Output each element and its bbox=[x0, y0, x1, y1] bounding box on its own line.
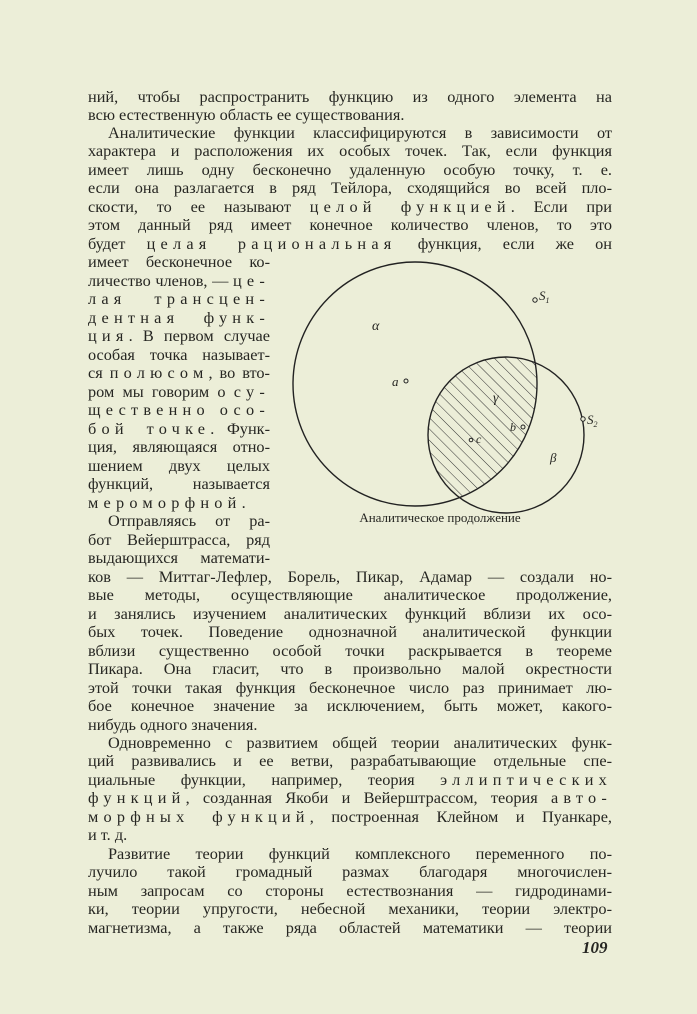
text-line bbox=[88, 88, 612, 106]
text-line bbox=[88, 642, 612, 660]
text-segment: вблизи существенно особой точки раскрывается в теореме bbox=[88, 641, 612, 660]
spaced-emphasis-text: целой функцией bbox=[309, 197, 511, 216]
label-a: a bbox=[392, 374, 399, 389]
text-segment: функция, если же он bbox=[396, 234, 612, 253]
text-segment: ром мы говорим о bbox=[88, 382, 234, 401]
text-line bbox=[88, 586, 612, 604]
spaced-emphasis-text: эллиптических bbox=[440, 770, 612, 789]
text-segment: ки, теории упругости, небесной механики, теории электро- bbox=[88, 899, 612, 918]
spaced-emphasis-text: бой точке bbox=[88, 419, 211, 438]
text-segment: и занялись изучением аналитических функций вблизи их осо- bbox=[88, 604, 612, 623]
text-segment: этой точки такая функция бесконечное число раз принимает лю- bbox=[88, 678, 612, 697]
text-segment: . Если при bbox=[510, 197, 612, 216]
text-line bbox=[88, 789, 612, 807]
text-line bbox=[88, 253, 270, 271]
text-segment: ний, чтобы распространить функцию из одного элемента на bbox=[88, 87, 612, 106]
text-line bbox=[88, 845, 612, 863]
text-line bbox=[88, 863, 612, 881]
text-line bbox=[88, 216, 612, 234]
text-line bbox=[88, 364, 270, 382]
text-segment: шением двух целых bbox=[88, 456, 270, 475]
text-line bbox=[88, 401, 270, 419]
text-line bbox=[88, 383, 270, 401]
text-segment: ций развивались и ее ветви, разрабатывающие отдельные спе- bbox=[88, 751, 612, 770]
text-segment: ным запросам со стороны естествознания — гидродинами- bbox=[88, 881, 612, 900]
text-segment: бых точек. Поведение однозначной аналитической функции bbox=[88, 622, 612, 641]
point-s2 bbox=[581, 417, 585, 421]
text-segment: ся bbox=[88, 363, 110, 382]
text-segment: Аналитические функции классифицируются в зависимости от bbox=[108, 123, 612, 142]
spaced-emphasis-text: це- bbox=[232, 271, 270, 290]
spaced-emphasis-text: су- bbox=[233, 382, 270, 401]
text-segment: выдающихся математи- bbox=[88, 548, 270, 567]
text-line bbox=[88, 124, 612, 142]
text-line bbox=[88, 346, 270, 364]
label-b: b bbox=[510, 420, 516, 434]
text-line bbox=[88, 623, 612, 641]
spaced-emphasis-text: лая трансцен- bbox=[88, 289, 270, 308]
text-line bbox=[88, 531, 270, 549]
text-segment: Пикара. Она гласит, что в произвольно малой окрестности bbox=[88, 659, 612, 678]
spaced-emphasis-text: щественно осо- bbox=[88, 400, 270, 419]
text-line bbox=[88, 198, 612, 216]
spaced-emphasis-text: авто- bbox=[550, 788, 612, 807]
analytic-continuation-diagram bbox=[280, 250, 600, 515]
text-segment: Развитие теории функций комплексного переменного по- bbox=[108, 844, 612, 863]
spaced-emphasis-text: ция bbox=[88, 326, 129, 345]
label-alpha: α bbox=[372, 319, 380, 334]
text-segment: личество членов, — bbox=[88, 271, 233, 290]
spaced-emphasis-text: функций bbox=[88, 788, 186, 807]
text-line bbox=[88, 549, 270, 567]
label-s1: $S_1$ bbox=[539, 288, 550, 305]
text-line bbox=[88, 106, 612, 124]
text-line bbox=[88, 179, 612, 197]
text-segment: ков — Миттаг-Лефлер, Борель, Пикар, Адамар — создали но- bbox=[88, 567, 612, 586]
text-line bbox=[88, 771, 612, 789]
text-segment: если она разлагается в ряд Тейлора, сходящийся во всей пло- bbox=[88, 178, 612, 197]
text-segment: характера и расположения их особых точек. Так, если функция bbox=[88, 141, 612, 160]
spaced-emphasis-text: дентная функ- bbox=[88, 308, 270, 327]
text-line bbox=[88, 290, 270, 308]
text-line bbox=[88, 697, 612, 715]
label-s2: $S_2$ bbox=[587, 412, 598, 429]
text-segment: Отправляясь от ра- bbox=[108, 511, 270, 530]
text-line bbox=[88, 752, 612, 770]
spaced-emphasis-text: морфных функций bbox=[88, 807, 310, 826]
text-segment: функций, называется bbox=[88, 474, 270, 493]
point-s1 bbox=[533, 298, 537, 302]
text-segment: ция, являющаяся отно- bbox=[88, 437, 270, 456]
text-line bbox=[88, 605, 612, 623]
text-line bbox=[88, 660, 612, 678]
text-segment: , построенная Клейном и Пуанкаре, bbox=[309, 807, 612, 826]
text-segment: бот Вейерштрасса, ряд bbox=[88, 530, 270, 549]
label-gamma: γ bbox=[493, 391, 499, 406]
intersection-hatch bbox=[428, 357, 584, 513]
text-segment: и т. д. bbox=[88, 825, 128, 844]
text-segment: скости, то ее называют bbox=[88, 197, 310, 216]
text-segment: , во вто- bbox=[208, 363, 270, 382]
text-segment: вые методы, осуществляющие аналитическое продолжение, bbox=[88, 585, 612, 604]
page-number: 109 bbox=[582, 938, 608, 957]
text-segment: будет bbox=[88, 234, 147, 253]
text-segment: нибудь одного значения. bbox=[88, 715, 258, 734]
text-line bbox=[88, 457, 270, 475]
text-line bbox=[88, 309, 270, 327]
text-segment: , созданная Якоби и Вейерштрассом, теория bbox=[185, 788, 551, 807]
text-line bbox=[88, 568, 612, 586]
text-segment: магнетизма, а также ряда областей математики — теории bbox=[88, 918, 612, 937]
spaced-emphasis-text: полюсом bbox=[109, 363, 209, 382]
text-segment: имеет лишь одну бесконечно удаленную особую точку, т. е. bbox=[88, 160, 612, 179]
figure-caption: Аналитическое продолжение bbox=[359, 510, 521, 525]
text-line bbox=[88, 882, 612, 900]
label-c: c bbox=[476, 432, 482, 446]
text-line bbox=[88, 808, 612, 826]
text-line bbox=[88, 420, 270, 438]
point-a bbox=[404, 379, 408, 383]
text-segment: бое конечное значение за исключением, быть может, какого- bbox=[88, 696, 612, 715]
text-segment: . Функ- bbox=[210, 419, 270, 438]
spaced-emphasis-text: мероморфной bbox=[88, 493, 242, 512]
text-line bbox=[88, 826, 612, 844]
spaced-emphasis-text: целая рациональная bbox=[146, 234, 397, 253]
text-segment: этом данный ряд имеет конечное количество членов, то это bbox=[88, 215, 612, 234]
text-line bbox=[88, 327, 270, 345]
text-line bbox=[88, 919, 612, 937]
text-segment: имеет бесконечное ко- bbox=[88, 252, 270, 271]
text-segment: циальные функции, например, теория bbox=[88, 770, 441, 789]
text-line bbox=[88, 161, 612, 179]
text-segment: особая точка называет- bbox=[88, 345, 270, 364]
text-line bbox=[88, 716, 612, 734]
text-segment: Одновременно с развитием общей теории аналитических функ- bbox=[108, 733, 612, 752]
text-line bbox=[88, 512, 270, 530]
text-segment: . bbox=[241, 493, 246, 512]
text-segment: лучило такой громадный размах благодаря многочислен- bbox=[88, 862, 612, 881]
text-line bbox=[88, 900, 612, 918]
text-line bbox=[88, 494, 270, 512]
text-line bbox=[88, 142, 612, 160]
text-segment: . В первом случае bbox=[128, 326, 270, 345]
text-segment: всю естественную область ее существования. bbox=[88, 105, 405, 124]
text-line bbox=[88, 475, 270, 493]
text-line bbox=[88, 272, 270, 290]
label-beta: β bbox=[550, 450, 557, 465]
text-line bbox=[88, 679, 612, 697]
text-line bbox=[88, 734, 612, 752]
text-line bbox=[88, 438, 270, 456]
